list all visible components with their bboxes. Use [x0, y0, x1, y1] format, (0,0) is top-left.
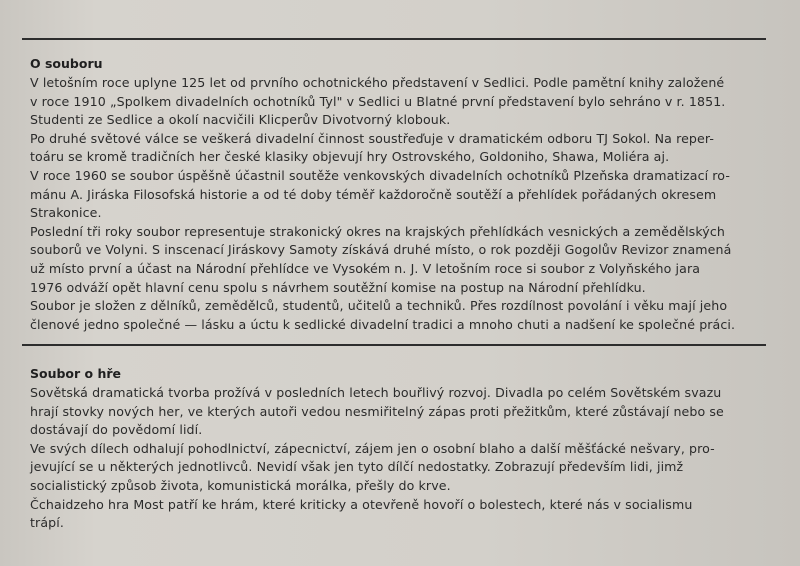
paragraph-line: hrají stovky nových her, ve kterých autoři vedou nesmiřitelný zápas proti přežitkům, které zůstávají nebo se [30, 403, 724, 419]
paragraph-line: Čchaidzeho hra Most patří ke hrám, které kriticky a otevřeně hovoří o bolestech, které nás v socialismu [30, 496, 693, 512]
paragraph-line: Sovětská dramatická tvorba prožívá v posledních letech bouřlivý rozvoj. Divadla po celém Sovětském svazu [30, 385, 722, 400]
paragraph-line: Strakonice. [30, 205, 102, 221]
paragraph-line: mánu A. Jiráska Filosofská historie a od té doby téměř každoročně soutěží a přehlídek pořádaných okresem [30, 186, 717, 202]
paragraph-line: jevující se u některých jednotlivců. Nevidí však jen tyto dílčí nedostatky. Zobrazují především lidi, jimž [30, 459, 684, 475]
section-soubor-o-hre [30, 365, 772, 533]
paragraph-line: členové jedno společné — lásku a úctu k sedlické divadelní tradici a mnoho chuti a nadšení ke společné práci. [30, 316, 736, 332]
middle-divider [22, 344, 766, 346]
paragraph-line: socialistický způsob života, komunistická morálka, přešly do krve. [30, 477, 451, 493]
paragraph-line: toáru se kromě tradičních her české klasiky objevují hry Ostrovského, Goldoniho, Shawa, Moliéra aj. [30, 149, 670, 165]
section-o-souboru [30, 55, 772, 334]
section-heading: Soubor o hře [30, 366, 122, 381]
paragraph-line: Ve svých dílech odhalují pohodlnictví, zápecnictví, zájem jen o osobní blaho a další měšťácké nešvary, pro- [30, 440, 715, 456]
paragraph-line: Soubor je složen z dělníků, zemědělců, studentů, učitelů a techniků. Přes rozdílnost povolání i věku mají jeho [30, 298, 728, 314]
section-heading: O souboru [30, 56, 103, 71]
paragraph-line: Po druhé světové válce se veškerá divadelní činnost soustřeďuje v dramatickém odboru TJ Sokol. Na reper- [30, 130, 714, 146]
paragraph-line: v roce 1910 „Spolkem divadelních ochotníků Tyl" v Sedlici u Blatné první představení bylo sehráno v r. 1851. [30, 93, 726, 109]
paragraph-line: 1976 odváží opět hlavní cenu spolu s návrhem soutěžní komise na postup na Národní přehlídku. [30, 279, 646, 295]
paragraph-line: trápí. [30, 515, 64, 531]
top-divider [22, 38, 766, 40]
paragraph-line: V letošním roce uplyne 125 let od prvního ochotnického představení v Sedlici. Podle pamětní knihy založené [30, 75, 725, 90]
paragraph-line: Poslední tři roky soubor representuje strakonický okres na krajských přehlídkách vesnických a zemědělských [30, 223, 725, 239]
paragraph-line: souborů ve Volyni. S inscenací Jiráskovy Samoty získává druhé místo, o rok později Gogolův Revizor znamená [30, 242, 732, 258]
paragraph-line: dostávají do povědomí lidí. [30, 422, 203, 438]
paragraph-line: už místo první a účast na Národní přehlídce ve Vysokém n. J. V letošním roce si soubor z Volyňského jara [30, 260, 701, 276]
paragraph-line: Studenti ze Sedlice a okolí nacvičili Klicperův Divotvorný klobouk. [30, 112, 451, 128]
paragraph-line: V roce 1960 se soubor úspěšně účastnil soutěže venkovských divadelních ochotníků Plzeňska dramatizací ro- [30, 167, 730, 183]
